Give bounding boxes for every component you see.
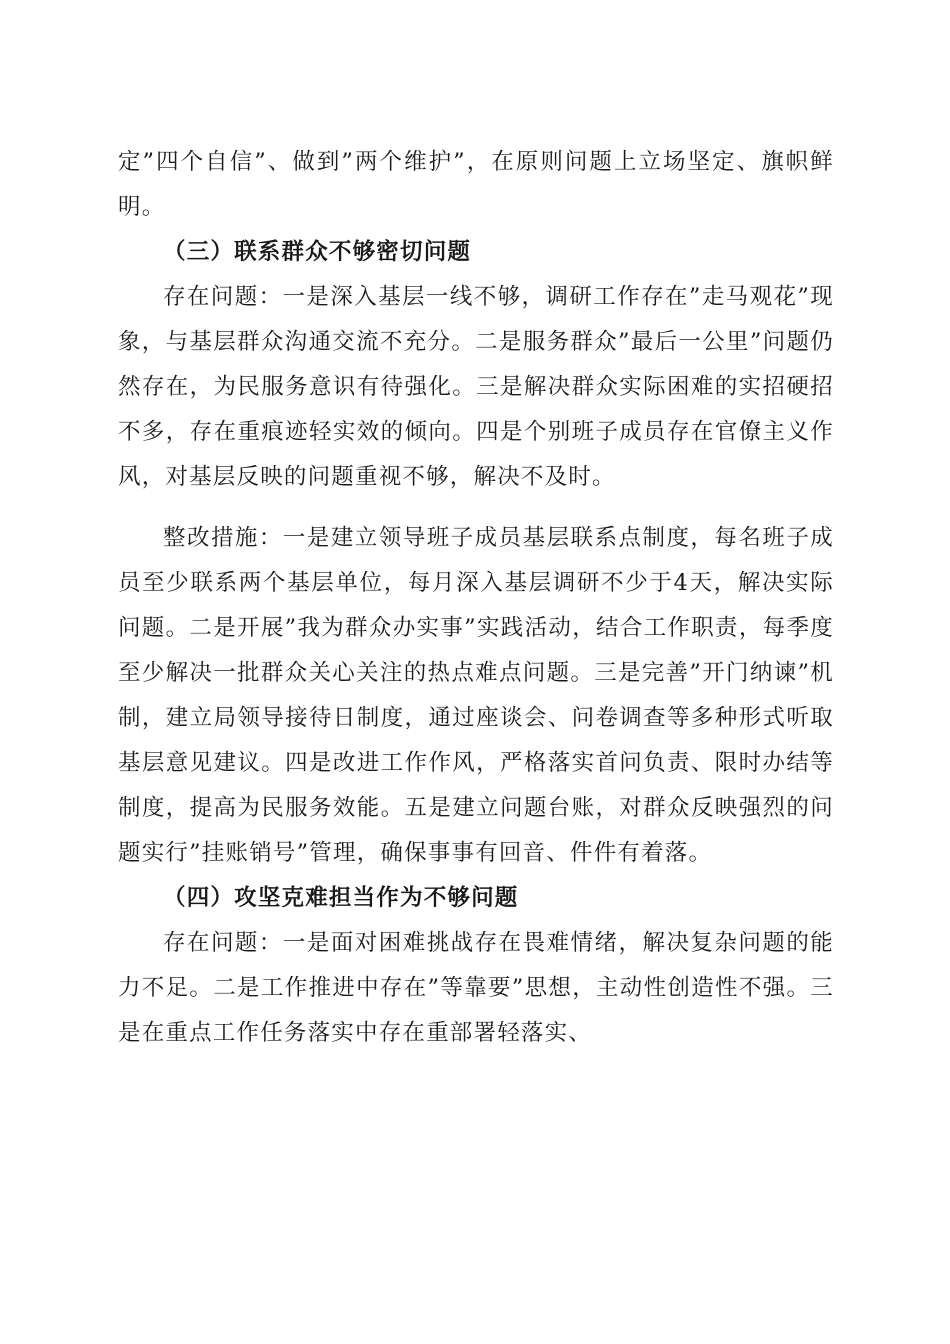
paragraph-issues-3: 存在问题：一是深入基层一线不够，调研工作存在”走马观花”现象，与基层群众沟通交流不充分。二是服务群众”最后一公里”问题仍然存在，为民服务意识有待强化。三是解决群众实际困难的实招硬招不多，存在重痕迹轻实效的倾向。四是个别班子成员存在官僚主义作风，对基层反映的问题重视不够，解决不及时。	[118, 284, 834, 490]
paragraph-continued: 定”四个自信”、做到”两个维护”，在原则问题上立场坚定、旗帜鲜明。	[118, 149, 834, 220]
section-heading-4: （四）攻坚克难担当作为不够问题	[163, 885, 519, 911]
section-heading-3: （三）联系群众不够密切问题	[163, 239, 472, 265]
document-page	[118, 140, 834, 1056]
paragraph-measures-3: 整改措施：一是建立领导班子成员基层联系点制度，每名班子成员至少联系两个基层单位，每月深入基层调研不少于4天，解决实际问题。二是开展”我为群众办实事”实践活动，结合工作职责，每季度至少解决一批群众关心关注的热点难点问题。三是完善”开门纳谏”机制，建立局领导接待日制度，通过座谈会、问卷调查等多种形式听取基层意见建议。四是改进工作作风，严格落实首问负责、限时办结等制度，提高为民服务效能。五是建立问题台账，对群众反映强烈的问题实行”挂账销号”管理，确保事事有回音、件件有着落。	[118, 525, 834, 866]
paragraph-issues-4: 存在问题：一是面对困难挑战存在畏难情绪，解决复杂问题的能力不足。二是工作推进中存在”等靠要”思想，主动性创造性不强。三是在重点工作任务落实中存在重部署轻落实、	[118, 930, 834, 1046]
